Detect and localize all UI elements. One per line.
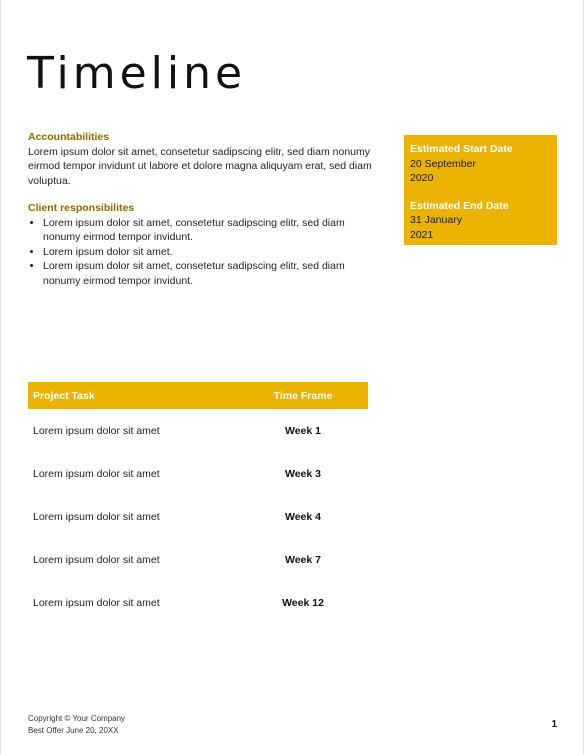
client-responsibilities-list [28,216,373,289]
details-column [28,130,373,288]
table-row [28,581,368,624]
list-item: • Lorem ipsum dolor sit amet, consetetur sadipscing elitr, sed diam nonumy eirmod tempor invidunt. [43,259,373,288]
start-date-day: 20 September [410,157,476,170]
list-item: • Lorem ipsum dolor sit amet, consetetur sadipscing elitr, sed diam nonumy eirmod tempor invidunt. [43,216,373,245]
header-time-frame: Time Frame [238,382,368,409]
footer-copyright: Copyright © Your Company [28,714,126,723]
time-frame-cell: Week 12 [282,596,324,609]
task-cell: Lorem ipsum dolor sit amet [33,510,160,523]
accountabilities-label: Accountabilities [28,131,110,143]
start-date-block [410,142,551,186]
time-frame-cell: Week 1 [285,424,321,437]
page-number: 1 [551,719,557,730]
footer [28,713,125,736]
time-frame-cell: Week 4 [285,510,321,523]
start-date-label: Estimated Start Date [410,143,513,155]
table-row [28,452,368,495]
table-row [28,409,368,452]
end-date-block [410,199,551,243]
time-frame-cell: Week 3 [285,467,321,480]
task-cell: Lorem ipsum dolor sit amet [33,467,160,480]
accountabilities-text: Lorem ipsum dolor sit amet, consetetur sadipscing elitr, sed diam nonumy eirmod tempor invidunt ut labore et dolore magna aliquyam erat, sed diam voluptua. [28,145,372,187]
start-date-year: 2020 [410,172,434,184]
estimated-dates-box [404,135,557,245]
table-header-row [28,382,368,409]
task-cell: Lorem ipsum dolor sit amet [33,424,160,437]
header-project-task: Project Task [28,382,238,409]
task-cell: Lorem ipsum dolor sit amet [33,596,160,609]
list-item: • Lorem ipsum dolor sit amet. [43,245,373,260]
end-date-day: 31 January [410,214,462,226]
end-date-year: 2021 [410,228,434,241]
page-title: Timeline [27,48,247,99]
end-date-label: Estimated End Date [410,199,509,212]
footer-offer-date: Best Offer June 20, 20XX [28,725,119,735]
time-frame-cell: Week 7 [285,553,321,566]
task-cell: Lorem ipsum dolor sit amet [33,553,160,566]
task-timeline-table [28,382,368,624]
table-row [28,495,368,538]
client-responsibilities-label: Client responsibilites [28,202,135,214]
table-row [28,538,368,581]
